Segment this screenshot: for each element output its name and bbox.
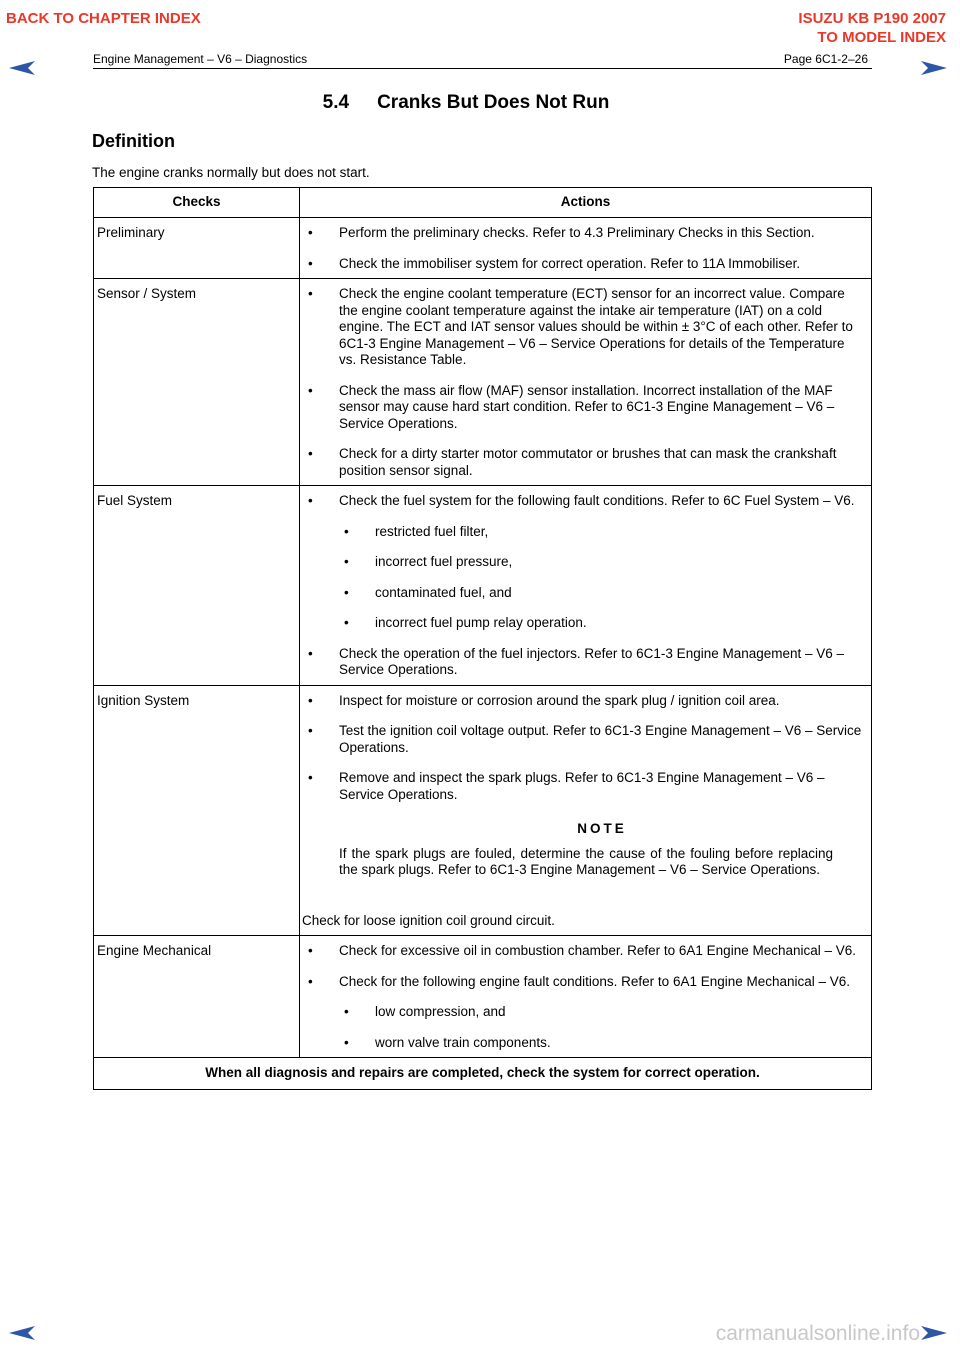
header-rule xyxy=(93,68,872,69)
action-bullet: • Check for excessive oil in combustion chamber. Refer to 6A1 Engine Mechanical – V6. xyxy=(339,943,865,960)
note-text: If the spark plugs are fouled, determine the cause of the fouling before replacing the spark plugs. Refer to 6C1-3 Engine Management – V6 – Service Operations. xyxy=(339,845,833,877)
diagnostic-table xyxy=(93,187,872,1090)
action-cell xyxy=(300,218,872,279)
action-bullet: • Remove and inspect the spark plugs. Refer to 6C1-3 Engine Management – V6 – Service Operations. xyxy=(339,770,865,803)
action-plain-text: Check for loose ignition coil ground circuit. xyxy=(302,912,555,928)
sub-bullet: • incorrect fuel pressure, xyxy=(375,554,865,571)
sub-bullet: • contaminated fuel, and xyxy=(375,585,865,602)
final-instruction: When all diagnosis and repairs are completed, check the system for correct operation. xyxy=(94,1058,872,1090)
action-bullet: • Check for the following engine fault conditions. Refer to 6A1 Engine Mechanical – V6. xyxy=(339,974,865,991)
table-row xyxy=(94,936,872,1058)
table-row xyxy=(94,218,872,279)
action-cell xyxy=(300,685,872,936)
column-header-checks: Checks xyxy=(94,188,300,218)
action-bullet: • Check the operation of the fuel injectors. Refer to 6C1-3 Engine Management – V6 – Service Operations. xyxy=(339,646,865,679)
action-bullet: • Check the fuel system for the following fault conditions. Refer to 6C Fuel System – V6. xyxy=(339,493,865,510)
action-cell xyxy=(300,279,872,486)
page-number: Page 6C1-2–26 xyxy=(783,52,868,66)
sub-bullet: • low compression, and xyxy=(375,1004,865,1021)
action-bullet: • Inspect for moisture or corrosion around the spark plug / ignition coil area. xyxy=(339,693,865,710)
check-cell: Engine Mechanical xyxy=(94,936,300,1058)
prev-page-bottom-arrow-icon[interactable] xyxy=(8,1325,36,1341)
action-bullet: • Perform the preliminary checks. Refer to 4.3 Preliminary Checks in this Section. xyxy=(339,225,865,242)
section-title xyxy=(0,92,932,114)
action-bullet: • Test the ignition coil voltage output. Refer to 6C1-3 Engine Management – V6 – Service Operations. xyxy=(339,723,865,756)
table-header-row xyxy=(94,188,872,218)
check-cell: Preliminary xyxy=(94,218,300,279)
table-row xyxy=(94,279,872,486)
check-cell: Fuel System xyxy=(94,486,300,686)
check-cell: Ignition System xyxy=(94,685,300,936)
model-title-link[interactable]: ISUZU KB P190 2007 xyxy=(798,10,946,27)
action-cell xyxy=(300,936,872,1058)
action-bullet: • Check the mass air flow (MAF) sensor installation. Incorrect installation of the MAF sensor may cause hard start condition. Refer to 6C1-3 Engine Management – V6 – Service Operations. xyxy=(339,383,865,433)
section-number: 5.4 xyxy=(322,92,350,113)
check-cell: Sensor / System xyxy=(94,279,300,486)
next-page-arrow-icon[interactable] xyxy=(920,60,948,76)
table-row xyxy=(94,486,872,686)
table-footer-row xyxy=(94,1058,872,1090)
action-cell xyxy=(300,486,872,686)
column-header-actions: Actions xyxy=(300,188,872,218)
table-row xyxy=(94,685,872,936)
definition-heading: Definition xyxy=(92,131,175,151)
watermark: carmanualsonline.info xyxy=(715,1322,920,1345)
to-model-index-link[interactable]: TO MODEL INDEX xyxy=(817,29,946,46)
prev-page-arrow-icon[interactable] xyxy=(8,60,36,76)
action-bullet: • Check for a dirty starter motor commutator or brushes that can mask the crankshaft position sensor signal. xyxy=(339,446,865,479)
sub-bullet: • incorrect fuel pump relay operation. xyxy=(375,615,865,632)
sub-bullet: • worn valve train components. xyxy=(375,1035,865,1052)
back-to-chapter-index-link[interactable]: BACK TO CHAPTER INDEX xyxy=(6,10,201,27)
running-header-title: Engine Management – V6 – Diagnostics xyxy=(93,52,308,66)
sub-bullet: • restricted fuel filter, xyxy=(375,524,865,541)
section-title-text: Cranks But Does Not Run xyxy=(377,92,610,113)
action-bullet: • Check the engine coolant temperature (ECT) sensor for an incorrect value. Compare the engine coolant temperature against the intake air temperature (IAT) on a cold engine. The ECT and IAT sensor values should be within ± 3°C of each other. Refer to 6C1-3 Engine Management – V6 – Service Operations for details of the Temperature vs. Resistance Table. xyxy=(339,286,865,369)
definition-text: The engine cranks normally but does not start. xyxy=(92,165,370,180)
action-bullet: • Check the immobiliser system for correct operation. Refer to 11A Immobiliser. xyxy=(339,256,865,273)
note-title: NOTE xyxy=(577,821,627,836)
next-page-bottom-arrow-icon[interactable] xyxy=(920,1325,948,1341)
